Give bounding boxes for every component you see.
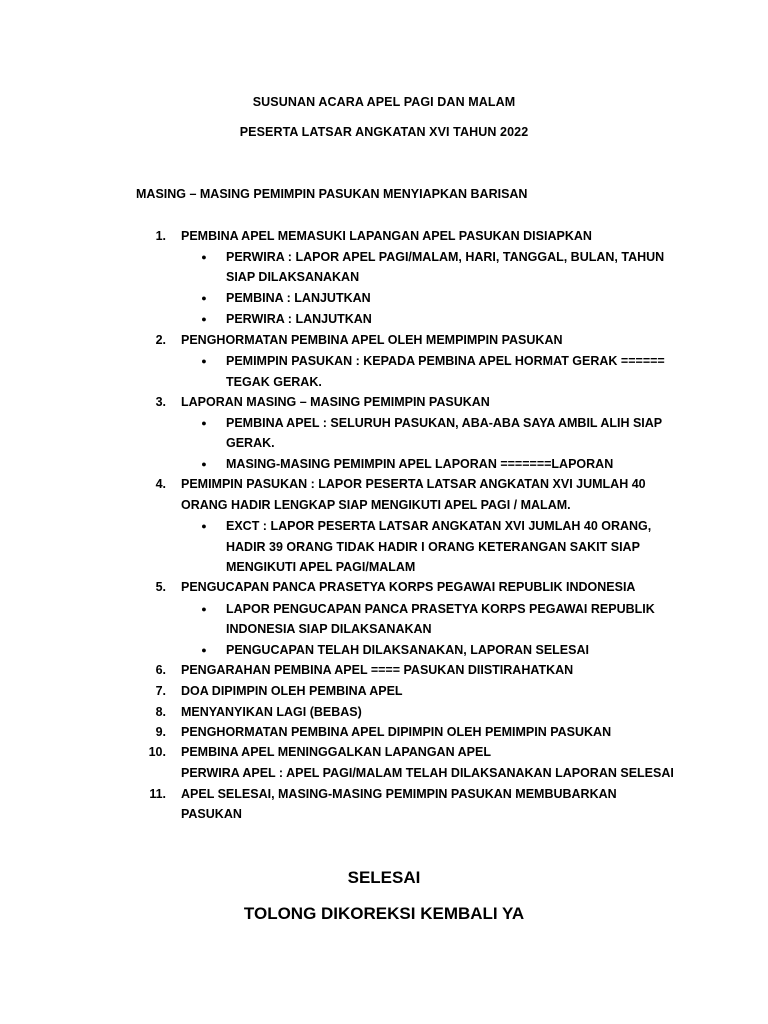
list-item-text: DOA DIPIMPIN OLEH PEMBINA APEL xyxy=(181,684,403,698)
bullet-icon: ● xyxy=(201,356,207,366)
list-item-text: ORANG HADIR LENGKAP SIAP MENGIKUTI APEL PAGI / MALAM. xyxy=(181,498,571,512)
list-item-number: 3. xyxy=(155,395,166,409)
bullet-text: GERAK. xyxy=(226,436,275,450)
list-item-number: 10. xyxy=(148,745,166,759)
bullet-icon: ● xyxy=(201,521,207,531)
list-item-text: LAPORAN MASING – MASING PEMIMPIN PASUKAN xyxy=(181,395,490,409)
bullet-text: PEMIMPIN PASUKAN : KEPADA PEMBINA APEL HORMAT GERAK ====== xyxy=(226,354,665,368)
list-item-text: PERWIRA APEL : APEL PAGI/MALAM TELAH DILAKSANAKAN LAPORAN SELESAI xyxy=(181,766,674,780)
list-item-number: 5. xyxy=(155,580,166,594)
list-item-number: 7. xyxy=(155,684,166,698)
bullet-text: EXCT : LAPOR PESERTA LATSAR ANGKATAN XVI JUMLAH 40 ORANG, xyxy=(226,519,652,533)
bullet-text: LAPOR PENGUCAPAN PANCA PRASETYA KORPS PEGAWAI REPUBLIK xyxy=(226,602,655,616)
list-item-text: PENGUCAPAN PANCA PRASETYA KORPS PEGAWAI REPUBLIK INDONESIA xyxy=(181,580,636,594)
list-item-text: PEMBINA APEL MEMASUKI LAPANGAN APEL PASUKAN DISIAPKAN xyxy=(181,229,592,243)
bullet-icon: ● xyxy=(201,645,207,655)
list-item-number: 9. xyxy=(155,725,166,739)
bullet-text: SIAP DILAKSANAKAN xyxy=(226,270,360,284)
closing-note: TOLONG DIKOREKSI KEMBALI YA xyxy=(243,904,525,923)
closing-heading: SELESAI xyxy=(347,868,421,887)
bullet-text: PERWIRA : LANJUTKAN xyxy=(226,312,372,326)
list-item-text: PEMIMPIN PASUKAN : LAPOR PESERTA LATSAR ANGKATAN XVI JUMLAH 40 xyxy=(181,477,646,491)
bullet-icon: ● xyxy=(201,459,207,469)
bullet-icon: ● xyxy=(201,252,207,262)
list-item-text: PENGARAHAN PEMBINA APEL ==== PASUKAN DIISTIRAHATKAN xyxy=(181,663,574,677)
list-item-number: 6. xyxy=(155,663,166,677)
bullet-text: PERWIRA : LAPOR APEL PAGI/MALAM, HARI, TANGGAL, BULAN, TAHUN xyxy=(226,250,665,264)
bullet-text: MASING-MASING PEMIMPIN APEL LAPORAN =======LAPORAN xyxy=(226,457,614,471)
bullet-text: PEMBINA APEL : SELURUH PASUKAN, ABA-ABA SAYA AMBIL ALIH SIAP xyxy=(226,416,663,430)
bullet-icon: ● xyxy=(201,418,207,428)
list-item-text: PEMBINA APEL MENINGGALKAN LAPANGAN APEL xyxy=(181,745,491,759)
list-item-number: 4. xyxy=(155,477,166,491)
bullet-icon: ● xyxy=(201,314,207,324)
document-subtitle: PESERTA LATSAR ANGKATAN XVI TAHUN 2022 xyxy=(239,125,529,139)
bullet-text: MENGIKUTI APEL PAGI/MALAM xyxy=(226,560,416,574)
list-item-number: 11. xyxy=(149,787,166,801)
document-title: SUSUNAN ACARA APEL PAGI DAN MALAM xyxy=(252,95,516,109)
list-item-number: 8. xyxy=(155,705,166,719)
bullet-text: PEMBINA : LANJUTKAN xyxy=(226,291,371,305)
list-item-text: PENGHORMATAN PEMBINA APEL OLEH MEMPIMPIN PASUKAN xyxy=(181,333,563,347)
bullet-text: HADIR 39 ORANG TIDAK HADIR I ORANG KETERANGAN SAKIT SIAP xyxy=(226,540,640,554)
bullet-icon: ● xyxy=(201,604,207,614)
bullet-text: PENGUCAPAN TELAH DILAKSANAKAN, LAPORAN SELESAI xyxy=(226,643,589,657)
list-item-text: PENGHORMATAN PEMBINA APEL DIPIMPIN OLEH PEMIMPIN PASUKAN xyxy=(181,725,612,739)
bullet-icon: ● xyxy=(201,293,207,303)
list-item-text: MENYANYIKAN LAGI (BEBAS) xyxy=(181,705,362,719)
list-item-number: 1. xyxy=(155,229,166,243)
list-item-text: PASUKAN xyxy=(181,807,242,821)
intro-line: MASING – MASING PEMIMPIN PASUKAN MENYIAPKAN BARISAN xyxy=(136,187,528,201)
list-item-text: APEL SELESAI, MASING-MASING PEMIMPIN PASUKAN MEMBUBARKAN xyxy=(181,787,617,801)
bullet-text: INDONESIA SIAP DILAKSANAKAN xyxy=(226,622,432,636)
list-item-number: 2. xyxy=(155,333,166,347)
bullet-text: TEGAK GERAK. xyxy=(226,375,322,389)
